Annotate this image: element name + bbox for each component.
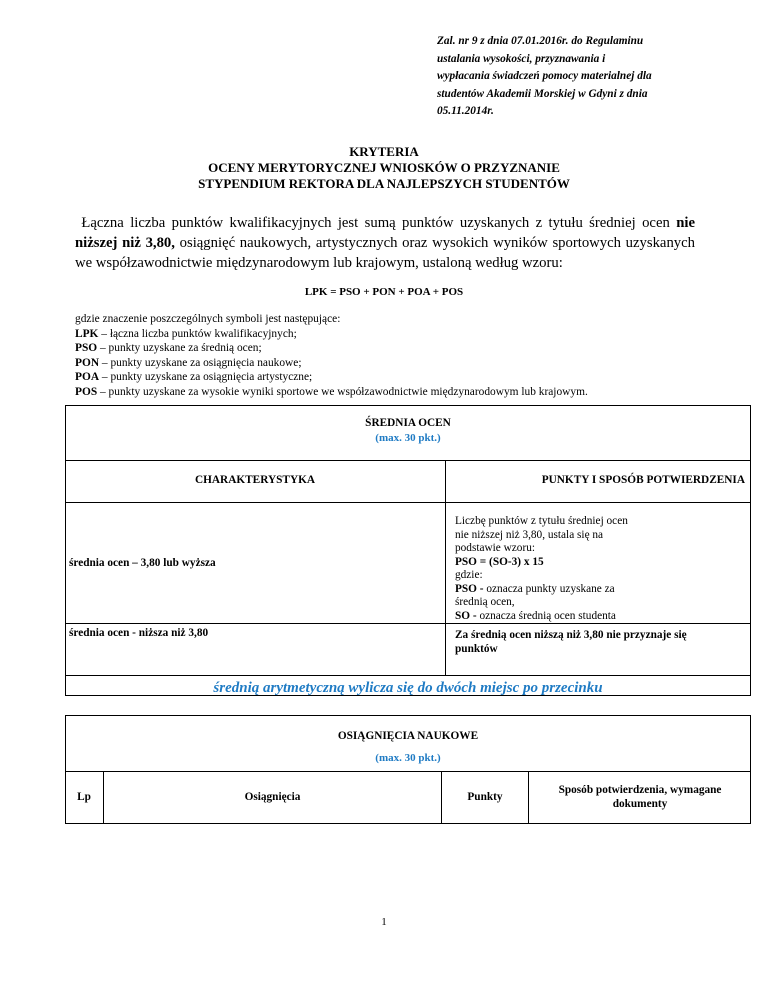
symbol-desc: – łączna liczba punktów kwalifikacyjnych; — [98, 327, 297, 340]
annex-note-line: studentów Akademii Morskiej w Gdyni z dnia — [437, 87, 648, 100]
grade-average-max: (max. 30 pkt.) — [375, 432, 441, 444]
symbol-item — [75, 385, 735, 400]
col-documents-header — [529, 783, 751, 811]
table-divider — [65, 771, 751, 772]
col-points-header: PUNKTY I SPOSÓB POTWIERDZENIA — [541, 474, 745, 486]
documents-header-line: dokumenty — [612, 798, 668, 810]
page-number: 1 — [381, 916, 387, 928]
scientific-achievements-title: OSIĄGNIĘCIA NAUKOWE — [337, 730, 479, 742]
symbol-code: PON — [75, 356, 100, 369]
intro-text: Łączna liczba punktów kwalifikacyjnych jest sumą punktów uzyskanych z tytułu średniej ocen — [81, 215, 677, 231]
lpk-formula: LPK = PSO + PON + POA + POS — [304, 286, 464, 298]
points-text-line: podstawie wzoru: — [455, 542, 535, 554]
so-symbol: SO - — [455, 609, 477, 622]
symbol-code: LPK — [75, 327, 99, 340]
symbol-desc: – punkty uzyskane za osiągnięcia naukowe; — [99, 356, 302, 369]
table-divider — [65, 502, 751, 503]
symbols-legend — [75, 312, 735, 400]
grade-average-footnote: średnią arytmetyczną wylicza się do dwóch miejsc po przecinku — [213, 680, 603, 696]
points-text-line: nie niższej niż 3,80, ustala się na — [455, 528, 604, 541]
row-low-average-points — [455, 628, 747, 656]
pso-symbol: PSO - — [455, 582, 484, 595]
symbol-code: POA — [75, 371, 100, 384]
points-text-line: średnią ocen, — [455, 596, 515, 608]
documents-header-line: Sposób potwierdzenia, wymagane — [558, 784, 722, 796]
low-points-line: punktów — [455, 643, 498, 655]
pso-desc: oznacza punkty uzyskane za — [483, 582, 615, 595]
points-text-line — [455, 583, 745, 597]
symbols-intro: gdzie znaczenie poszczególnych symboli jest następujące: — [75, 313, 341, 325]
table-divider — [65, 623, 751, 624]
table-divider — [65, 460, 751, 461]
grade-average-title: ŚREDNIA OCEN — [365, 417, 451, 429]
col-characteristic-header: CHARAKTERYSTYKA — [194, 474, 316, 486]
document-title-line2: OCENY MERYTORYCZNEJ WNIOSKÓW O PRZYZNANIE — [208, 160, 560, 175]
annex-note-line: Zal. nr 9 z dnia 07.01.2016r. do Regulaminu — [437, 35, 644, 47]
symbol-code: POS — [75, 385, 98, 398]
points-text-line: gdzie: — [455, 569, 483, 581]
annex-note-line: 05.11.2014r. — [437, 105, 494, 117]
symbol-item — [75, 370, 735, 385]
pso-formula: PSO = (SO-3) x 15 — [455, 555, 544, 568]
annex-note-line: wypłacania świadczeń pomocy materialnej dla — [437, 70, 652, 82]
symbol-item — [75, 341, 735, 356]
points-text-line: Liczbę punktów z tytułu średniej ocen — [455, 515, 628, 527]
row-low-average-label: średnia ocen - niższa niż 3,80 — [69, 627, 209, 639]
symbol-desc: – punkty uzyskane za wysokie wyniki sportowe we współzawodnictwie międzynarodowym lub krajowym. — [97, 385, 588, 398]
col-achievements-header: Osiągnięcia — [244, 791, 301, 803]
document-title-line1: KRYTERIA — [349, 144, 419, 159]
symbol-desc: – punkty uzyskane za osiągnięcia artystyczne; — [99, 371, 313, 384]
row-high-average-label: średnia ocen – 3,80 lub wyższa — [69, 557, 216, 569]
low-points-line: Za średnią ocen niższą niż 3,80 nie przyznaje się — [455, 629, 687, 641]
annex-note — [437, 33, 692, 121]
symbol-item — [75, 356, 735, 371]
table-column-divider — [445, 460, 446, 675]
scientific-achievements-max: (max. 30 pkt.) — [375, 752, 441, 764]
symbol-desc: – punkty uzyskane za średnią ocen; — [97, 342, 262, 355]
col-lp-header: Lp — [77, 791, 91, 803]
symbol-item — [75, 327, 735, 342]
intro-text-cont: osiągnięć naukowych, artystycznych oraz wysokich wyników sportowych uzyskanych we współzawodnictwie międzynarodowym lub krajowym, ustaloną według wzoru: — [75, 235, 696, 271]
so-desc: oznacza średnią ocen studenta — [476, 609, 616, 622]
document-title-line3: STYPENDIUM REKTORA DLA NAJLEPSZYCH STUDENTÓW — [198, 176, 570, 191]
row-high-average-points — [455, 515, 745, 623]
table-divider — [65, 675, 751, 676]
symbol-code: PSO — [75, 342, 98, 355]
intro-paragraph — [75, 213, 695, 273]
intro-bold-text: nie niższej niż 3,80, — [75, 215, 695, 251]
annex-note-line: ustalania wysokości, przyznawania i — [437, 52, 606, 65]
points-text-line — [455, 610, 745, 624]
col-points-header: Punkty — [467, 791, 503, 803]
